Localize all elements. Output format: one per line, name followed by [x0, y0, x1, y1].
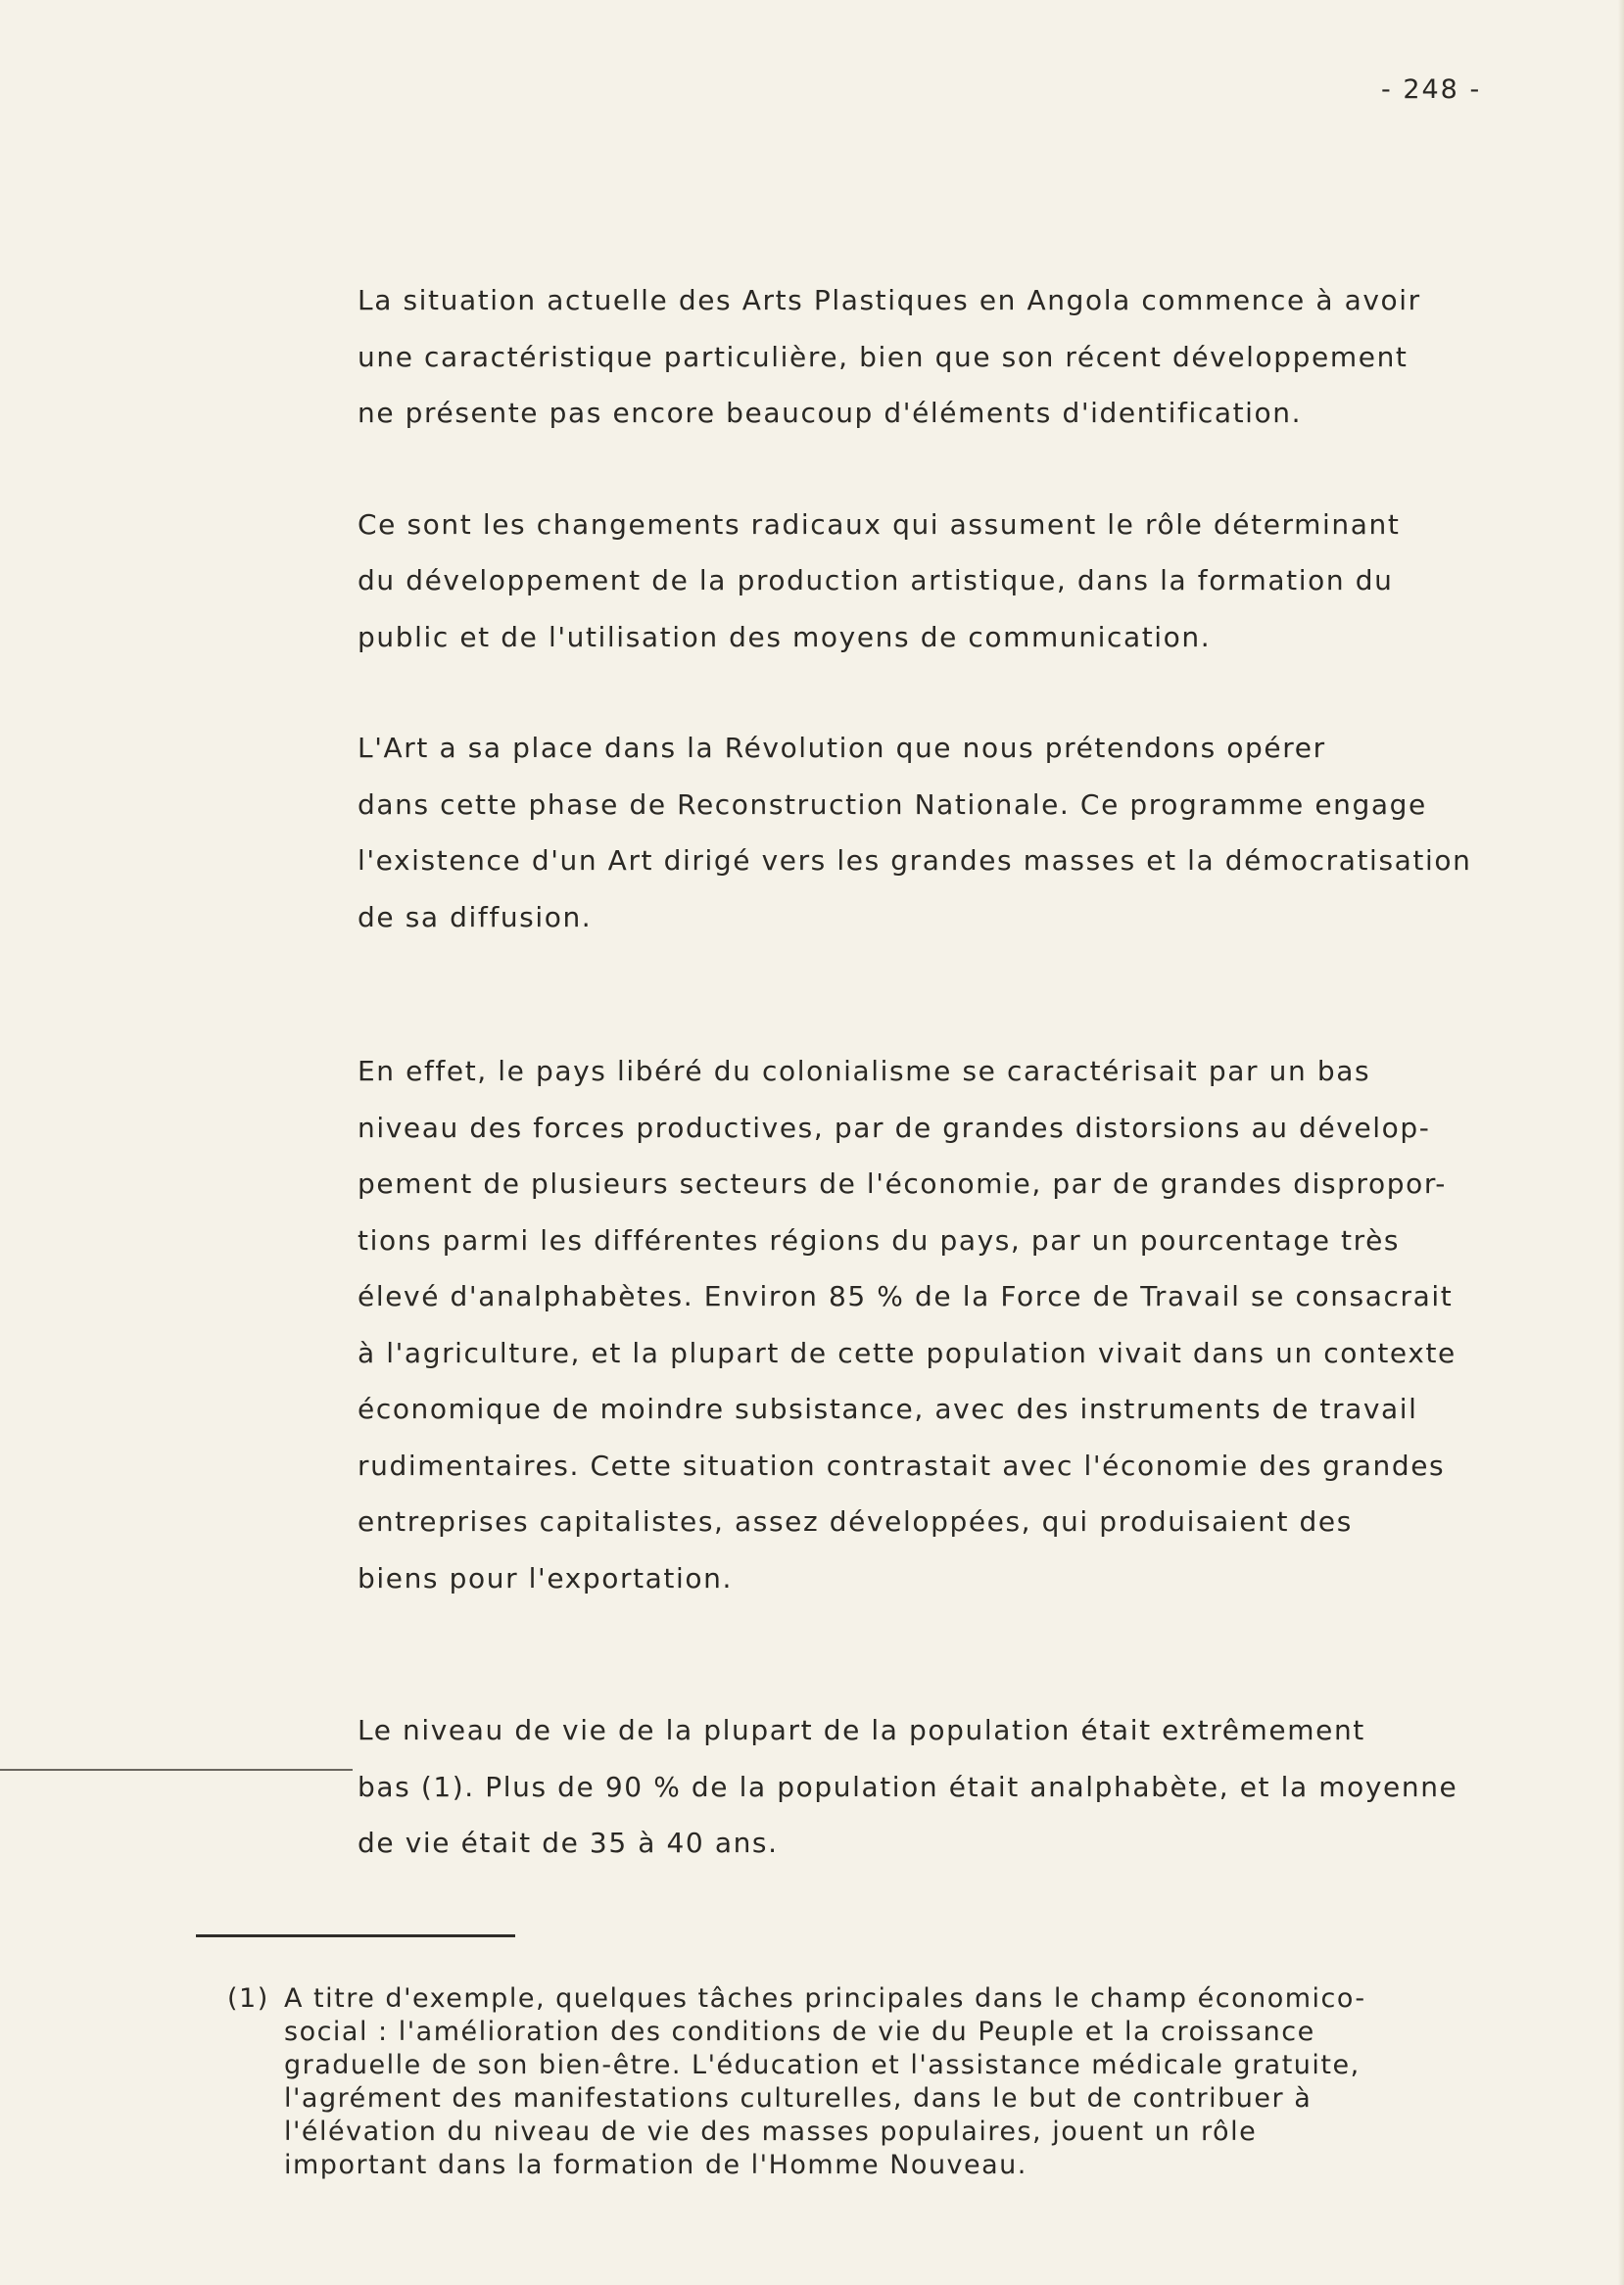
footnote-line: important dans la formation de l'Homme Nouveau. — [284, 2150, 1027, 2180]
text-line: Ce sont les changements radicaux qui assument le rôle déterminant — [358, 507, 1401, 541]
text-line: dans cette phase de Reconstruction Nationale. Ce programme engage — [358, 787, 1427, 821]
footnote-line: graduelle de son bien-être. L'éducation et l'assistance médicale gratuite, — [284, 2050, 1361, 2080]
footnote-text: A titre d'exemple, quelques tâches principales dans le champ économico- — [284, 1983, 1366, 2014]
text-line: une caractéristique particulière, bien que son récent développement — [358, 340, 1409, 373]
text-line: entreprises capitalistes, assez développées, qui produisaient des — [358, 1505, 1353, 1538]
text-line: économique de moindre subsistance, avec des instruments de travail — [358, 1393, 1418, 1425]
text-line: rudimentaires. Cette situation contrastait avec l'économie des grandes — [358, 1449, 1446, 1482]
page-edge — [1618, 0, 1624, 2285]
text-line: l'existence d'un Art dirigé vers les grandes masses et la démocratisation — [358, 844, 1472, 877]
text-line: à l'agriculture, et la plupart de cette population vivait dans un contexte — [358, 1336, 1457, 1369]
page-number: - 248 - — [1381, 74, 1482, 105]
paragraph-5 — [358, 1702, 1601, 1872]
text-line: En effet, le pays libéré du colonialisme se caractérisait par un bas — [358, 1055, 1371, 1087]
footnote-marker: (1) — [227, 1983, 269, 2014]
text-line: tions parmi les différentes régions du pays, par un pourcentage très — [358, 1223, 1401, 1257]
footnote — [227, 1982, 1559, 2182]
text-line: ne présente pas encore beaucoup d'éléments d'identification. — [358, 397, 1303, 429]
text-line: du développement de la production artistique, dans la formation du — [358, 564, 1394, 596]
text-line: Le niveau de vie de la plupart de la population était extrêmement — [358, 1714, 1365, 1746]
paragraph-2 — [358, 497, 1601, 666]
paragraph-4 — [358, 1043, 1601, 1606]
footnote-line: social : l'amélioration des conditions de vie du Peuple et la croissance — [284, 2017, 1315, 2047]
text-line: L'Art a sa place dans la Révolution que nous prétendons opérer — [358, 732, 1326, 764]
text-line: public et de l'utilisation des moyens de communication. — [358, 620, 1212, 653]
footnote-line: l'élévation du niveau de vie des masses populaires, jouent un rôle — [284, 2117, 1258, 2147]
paragraph-1 — [358, 272, 1601, 442]
text-line: La situation actuelle des Arts Plastiques en Angola commence à avoir — [358, 284, 1421, 316]
text-line: de vie était de 35 à 40 ans. — [358, 1827, 779, 1859]
footnote-line: l'agrément des manifestations culturelles, dans le but de contribuer à — [284, 2083, 1313, 2114]
text-line: bas (1). Plus de 90 % de la population était analphabète, et la moyenne — [358, 1770, 1458, 1803]
body-text — [358, 272, 1601, 1872]
paragraph-3 — [358, 720, 1601, 945]
text-line: niveau des forces productives, par de grandes distorsions au dévelop- — [358, 1111, 1431, 1144]
footnote-line — [227, 1982, 1559, 2016]
text-line: biens pour l'exportation. — [358, 1561, 733, 1595]
text-line: élevé d'analphabètes. Environ 85 % de la Force de Travail se consacrait — [358, 1280, 1454, 1312]
text-line: de sa diffusion. — [358, 900, 593, 933]
text-line: pement de plusieurs secteurs de l'économie, par de grandes dispropor- — [358, 1167, 1447, 1200]
margin-rule — [0, 1769, 353, 1771]
footnote-divider — [196, 1934, 515, 1937]
